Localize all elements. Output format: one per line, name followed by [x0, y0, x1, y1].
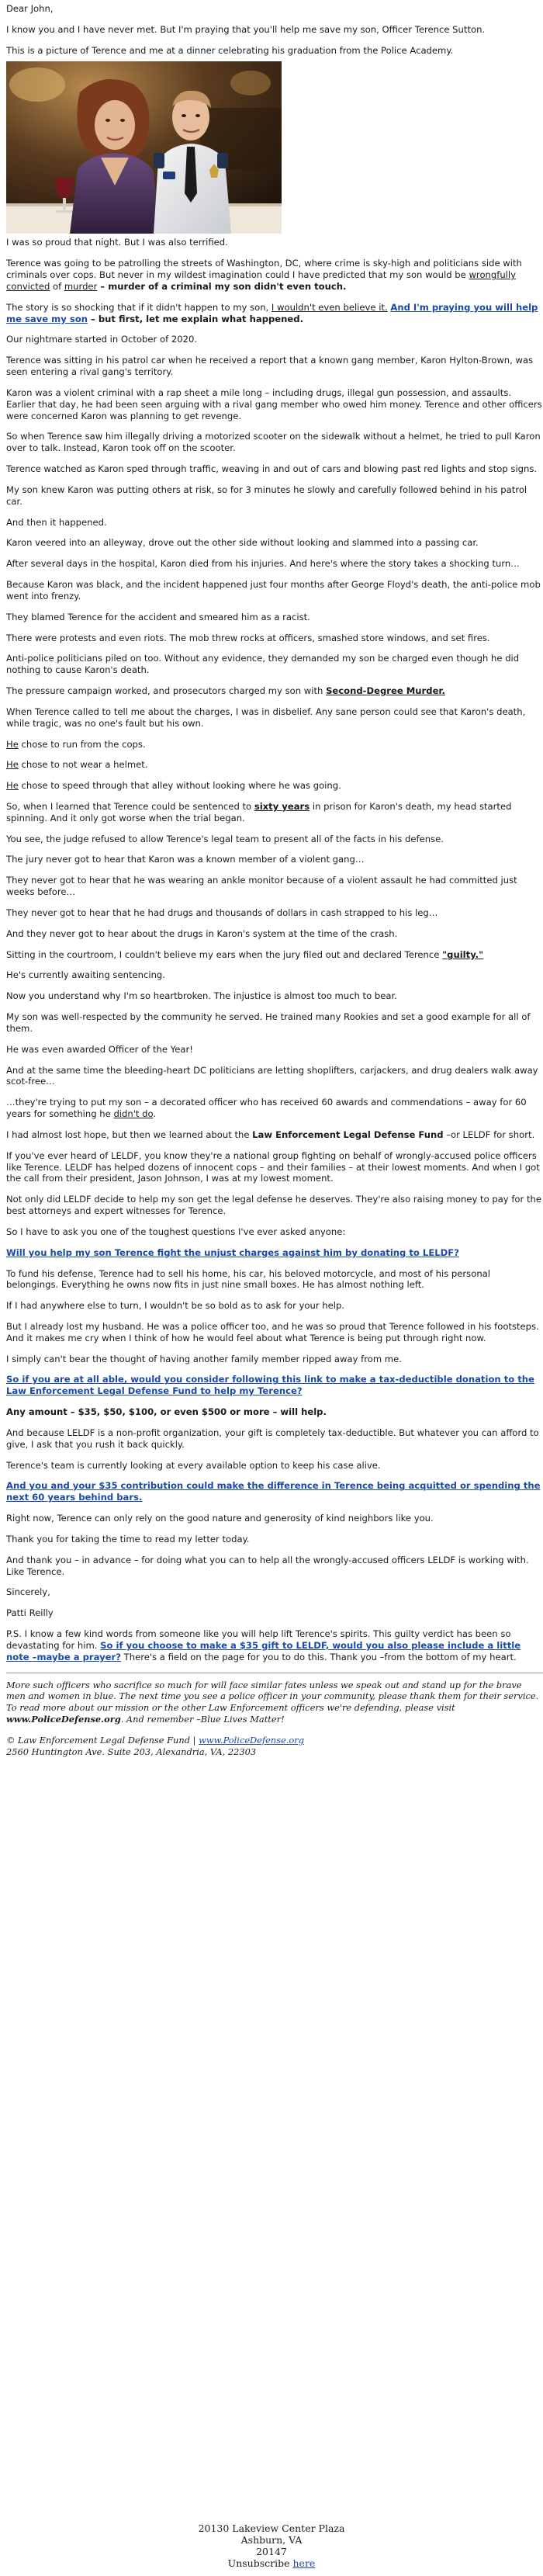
bleeding-heart-paragraph: And at the same time the bleeding-heart DC politicians are letting shoplifters, carjackers, and drug dealers walk away scot-free…	[6, 1064, 538, 1087]
signature-name: Patti Reilly	[6, 1607, 54, 1619]
address-line-city: Ashburn, VA	[240, 2534, 303, 2546]
he-chose-speed: He chose to speed through that alley without looking where he was going.	[6, 780, 341, 792]
jury-gang-paragraph: The jury never got to hear that Karon was a known member of a violent gang…	[6, 854, 365, 865]
lost-hope-paragraph: I had almost lost hope, but then we learned about the Law Enforcement Legal Defense Fund –or LELDF for short.	[6, 1129, 535, 1140]
donate-question-paragraph	[6, 1247, 543, 1259]
bold-emphasis: – murder of a criminal my son didn't even touch.	[97, 280, 347, 292]
picture-caption: This is a picture of Terence and me at a dinner celebrating his graduation from the Police Academy.	[6, 44, 454, 56]
address-line-zip: 20147	[256, 2546, 287, 2557]
thank-you-paragraph: Thank you for taking the time to read my letter today.	[6, 1533, 250, 1545]
greeting: Dear John,	[6, 3, 54, 14]
underlined-wrongfully: wrongfully	[469, 269, 516, 281]
underlined-murder: murder	[64, 280, 98, 292]
awaiting-sentencing: He's currently awaiting sentencing.	[6, 969, 165, 981]
judge-paragraph: You see, the judge refused to allow Terence's legal team to present all of the facts in his defense.	[6, 833, 444, 844]
following-paragraph: My son knew Karon was putting others at risk, so for 3 minutes he slowly and carefully followed behind in his patrol car.	[6, 484, 527, 507]
copyright-block	[6, 1735, 543, 1758]
traffic-paragraph: Terence watched as Karon sped through traffic, weaving in and out of cars and blowing past red lights and stop signs.	[6, 463, 538, 475]
violent-criminal-paragraph: Karon was a violent criminal with a rap sheet a mile long – including drugs, illegal gun possession, and assaults. Earlier that day, he had been seen arguing with a rival gang member who owed him money. Terence and other officers were concerned Karon was planning to get revenge.	[6, 387, 542, 421]
he-chose-helmet: He chose to not wear a helmet.	[6, 759, 148, 771]
leldf-name: Law Enforcement Legal Defense Fund	[252, 1129, 444, 1140]
jury-drugs-cash-paragraph: They never got to hear that he had drugs and thousands of dollars in cash strapped to his leg…	[6, 907, 438, 918]
unsubscribe-link[interactable]: here	[292, 2557, 316, 2569]
jury-drugs-system-paragraph: And they never got to hear about the drugs in Karon's system at the time of the crash.	[6, 927, 398, 939]
postscript-paragraph: P.S. I know a few kind words from someone like you will help lift Terence's spirits. This guilty verdict has been so devastating for him. So if you choose to make a $35 gift to LELDF, would you also please include a little note –maybe a prayer? There's a field on the page for you to do this. Thank you –from the bottom of my heart.	[6, 1628, 521, 1662]
graduation-dinner-photo	[6, 61, 282, 234]
copyright-line: © Law Enforcement Legal Defense Fund | www.PoliceDefense.org	[6, 1734, 305, 1746]
guilty-emphasis: "guilty."	[442, 948, 484, 960]
tax-deductible-donation-link[interactable]: So if you are at all able, would you consider following this link to make a tax-deductible donation to the Law Enforcement Legal Defense Fund to help my Terence?	[6, 1374, 534, 1397]
sixty-years-paragraph: So, when I learned that Terence could be sentenced to sixty years in prison for Karon's death, my head started spinning. And it only got worse when the trial began.	[6, 800, 512, 823]
he-chose-run: He chose to run from the cops.	[6, 738, 146, 750]
tax-deductible-paragraph	[6, 1374, 543, 1397]
sign-off: Sincerely,	[6, 1586, 50, 1598]
scooter-paragraph: So when Terence saw him illegally driving a motorized scooter on the sidewalk without a helmet, he tried to pull Karon over to talk. Instead, Karon took off on the scooter.	[6, 431, 541, 454]
thank-you-advance-paragraph: And thank you – in advance – for doing what you can to help all the wrongly-accused officers LELDF is working with. Like Terence.	[6, 1554, 529, 1577]
leldf-decided-paragraph: Not only did LELDF decide to help my son get the legal defense he deserves. They're also raising money to pay for the best attorneys and expert witnesses for Terence.	[6, 1194, 542, 1217]
nonprofit-paragraph: And because LELDF is a non-profit organization, your gift is completely tax-deductible. But whatever you can afford to give, I ask that you rush it back quickly.	[6, 1427, 539, 1450]
copyright-address: 2560 Huntington Ave. Suite 203, Alexandria, VA, 22303	[6, 1746, 257, 1757]
politicians-paragraph: Anti-police politicians piled on too. Without any evidence, they demanded my son be charged even though he did nothing to cause Karon's death.	[6, 653, 520, 676]
police-defense-website-link[interactable]: www.PoliceDefense.org	[199, 1734, 305, 1746]
jury-ankle-monitor-paragraph: They never got to hear that he was wearing an ankle monitor because of a violent assault he had committed just weeks before…	[6, 875, 517, 898]
contribution-paragraph	[6, 1480, 543, 1503]
decorated-officer-paragraph: …they're trying to put my son – a decorated officer who has received 60 awards and commendations – away for 60 years for something he didn't do.	[6, 1097, 527, 1120]
leldf-about-paragraph: If you've ever heard of LELDF, you know they're a national group fighting on behalf of wrongly-accused police officers like Terence. LELDF has helped dozens of innocent cops – and their families – at their lowest moments. And when I got the call from their president, Jason Johnson, I was at my lowest moment.	[6, 1149, 540, 1184]
patrol-car-paragraph: Terence was sitting in his patrol car when he received a report that a known gang member, Karon Hylton-Brown, was seen entering a rival gang's territory.	[6, 355, 534, 378]
patrolling-paragraph: Terence was going to be patrolling the streets of Washington, DC, where crime is sky-high and politicians side with criminals over cops. But never in my wildest imagination could I have predicted that my son would be wrongfully convicted of murder – murder of a criminal my son didn't even touch.	[6, 258, 522, 292]
charges-paragraph: The pressure campaign worked, and prosecutors charged my son with Second-Degree Murder.	[6, 685, 445, 697]
blamed-paragraph: They blamed Terence for the accident and smeared him as a racist.	[6, 611, 310, 622]
sixty-years-emphasis: sixty years	[254, 800, 310, 812]
heartbroken-paragraph: Now you understand why I'm so heartbroken. The injustice is almost too much to bear.	[6, 990, 397, 1002]
help-save-son-link[interactable]: And I'm praying you will help me save my son	[6, 301, 538, 324]
letter-body	[6, 3, 543, 1758]
charge-name: Second-Degree Murder.	[326, 685, 445, 697]
frenzy-paragraph: Because Karon was black, and the incident happened just four months after George Floyd's death, the anti-police mob went into frenzy.	[6, 579, 541, 602]
toughest-question-paragraph: So I have to ask you one of the toughest questions I've ever asked anyone:	[6, 1226, 346, 1237]
husband-paragraph: But I already lost my husband. He was a police officer too, and he was so proud that Terence followed in his footsteps. And it makes me cry when I think of how he would feel about what Terence is being put through right now.	[6, 1321, 539, 1343]
guilty-paragraph: Sitting in the courtroom, I couldn't believe my ears when the jury filed out and declared Terence "guilty."	[6, 948, 484, 960]
bear-thought-paragraph: I simply can't bear the thought of having another family member ripped away from me.	[6, 1353, 402, 1364]
address-line-street: 20130 Lakeview Center Plaza	[198, 2522, 345, 2534]
any-amount-paragraph: Any amount – $35, $50, $100, or even $500 or more – will help.	[6, 1406, 327, 1418]
rely-paragraph: Right now, Terence can only rely on the good nature and generosity of kind neighbors like you.	[6, 1513, 434, 1524]
fund-defense-paragraph: To fund his defense, Terence had to sell his home, his car, his beloved motorcycle, and most of his personal belongings. Everything he owns now fits in just nine small boxes. He has almost nothing left.	[6, 1267, 490, 1291]
protests-paragraph: There were protests and even riots. The mob threw rocks at officers, smashed store windows, and set fires.	[6, 632, 490, 643]
team-paragraph: Terence's team is currently looking at every available option to keep his case alive.	[6, 1459, 381, 1471]
then-it-happened: And then it happened.	[6, 516, 107, 528]
proud-paragraph: I was so proud that night. But I was also terrified.	[6, 237, 228, 248]
hospital-paragraph: After several days in the hospital, Karon died from his injuries. And here's where the story takes a shocking turn…	[6, 558, 520, 570]
shocking-paragraph: The story is so shocking that if it didn't happen to my son, I wouldn't even believe it. And I'm praying you will help me save my son – but first, let me explain what happened.	[6, 301, 538, 324]
photo-container	[6, 61, 543, 234]
postscript-gift-link[interactable]: So if you choose to make a $35 gift to LELDF, would you also please include a little note –maybe a prayer?	[6, 1639, 521, 1662]
donate-to-leldf-link[interactable]: Will you help my son Terence fight the unjust charges against him by donating to LELDF?	[6, 1246, 459, 1258]
underlined-convicted: convicted	[6, 280, 50, 292]
nightmare-paragraph: Our nightmare started in October of 2020.	[6, 334, 198, 345]
footer-note: More such officers who sacrifice so much for will face similar fates unless we speak out and stand up for the brave men and women in blue. The next time you see a police officer in your community, please thank them for their service. To read more about our mission or the other Law Enforcement officers we're defending, please visit www.PoliceDefense.org. And remember –Blue Lives Matter!	[6, 1679, 539, 1725]
unsubscribe-line: Unsubscribe here	[227, 2557, 316, 2569]
mailing-address-block	[0, 2522, 543, 2569]
underlined-wouldnt-believe: I wouldn't even believe it.	[271, 301, 388, 313]
anywhere-else-paragraph: If I had anywhere else to turn, I wouldn't be so bold as to ask for your help.	[6, 1300, 345, 1312]
disbelief-paragraph: When Terence called to tell me about the charges, I was in disbelief. Any sane person could see that Karon's death, while tragic, was no one's fault but his own.	[6, 706, 526, 729]
contribution-difference-link[interactable]: And you and your $35 contribution could make the difference in Terence being acquitted or spending the next 60 years behind bars.	[6, 1480, 541, 1503]
intro-paragraph: I know you and I have never met. But I'm praying that you'll help me save my son, Officer Terence Sutton.	[6, 23, 486, 35]
awarded-paragraph: He was even awarded Officer of the Year!	[6, 1043, 193, 1055]
respected-paragraph: My son was well-respected by the community he served. He trained many Rookies and set a good example for all of them.	[6, 1011, 531, 1034]
alleyway-paragraph: Karon veered into an alleyway, drove out the other side without looking and slammed into a passing car.	[6, 537, 479, 549]
